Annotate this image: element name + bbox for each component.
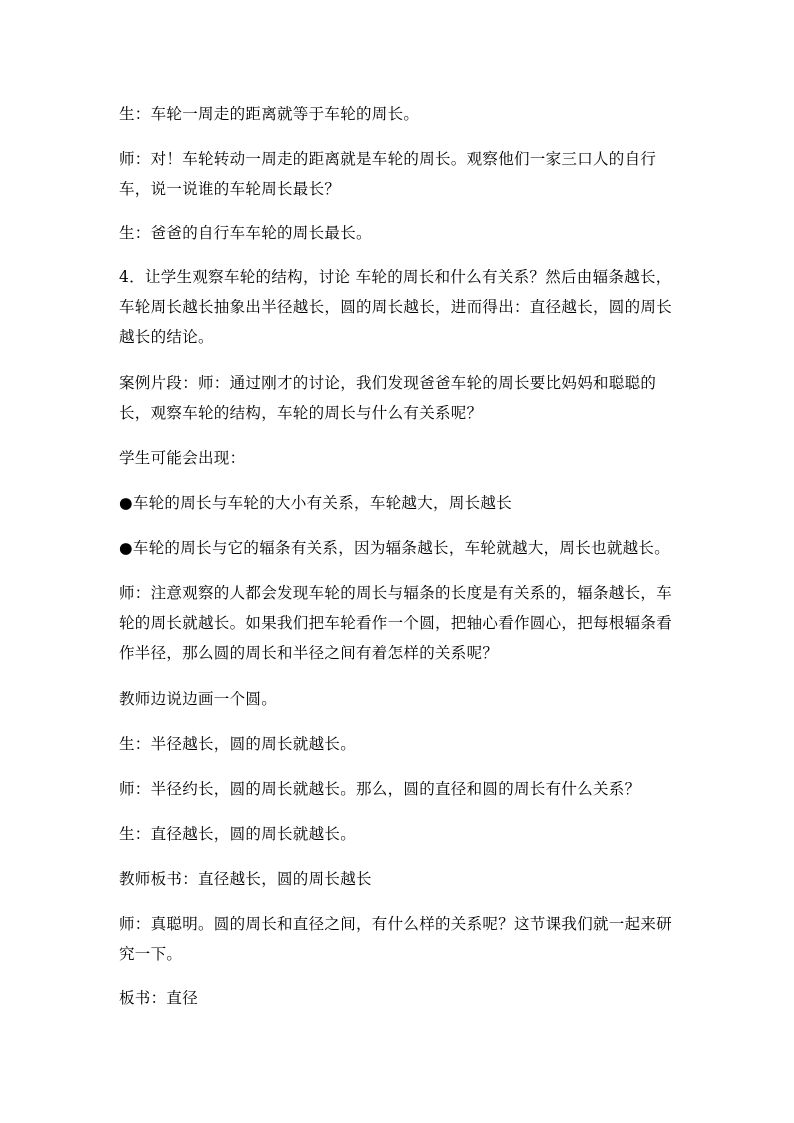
paragraph-6: 学生可能会出现：	[119, 449, 246, 467]
paragraph-1: 生：车轮一周走的距离就等于车轮的周长。	[119, 105, 420, 123]
paragraph-2: 师：对！车轮转动一周走的距离就是车轮的周长。观察他们一家三口人的自行车，说一说谁的车轮周长最长？	[119, 150, 657, 198]
paragraph-3: 生：爸爸的自行车车轮的周长最长。	[119, 224, 372, 242]
paragraph-10: 师：半径约长，圆的周长就越长。那么，圆的直径和圆的周长有什么关系？	[119, 780, 641, 798]
paragraph-4: 4．让学生观察车轮的结构，讨论 车轮的周长和什么有关系？然后由辐条越长，车轮周长越长抽象出半径越长，圆的周长越长，进而得出：直径越长，圆的周长越长的结论。	[119, 268, 673, 346]
paragraph-14: 板书：直径	[119, 989, 199, 1007]
paragraph-13: 师：真聪明。圆的周长和直径之间，有什么样的关系呢？这节课我们就一起来研究一下。	[119, 915, 673, 963]
bullet-item-2: ●车轮的周长与它的辐条有关系，因为辐条越长，车轮就越大，周长也就越长。	[119, 539, 671, 557]
bullet-item-1: ●车轮的周长与车轮的大小有关系，车轮越大，周长越长	[119, 494, 513, 512]
paragraph-9: 生：半径越长，圆的周长就越长。	[119, 735, 357, 753]
paragraph-7: 师：注意观察的人都会发现车轮的周长与辐条的长度是有关系的，辐条越长，车轮的周长就越长。如果我们把车轮看作一个圆，把轴心看作圆心，把每根辐条看作半径，那么圆的周长和半径之间有着怎样的关系呢？	[119, 584, 673, 662]
paragraph-5: 案例片段：师：通过刚才的讨论，我们发现爸爸车轮的周长要比妈妈和聪聪的长，观察车轮的结构，车轮的周长与什么有关系呢？	[119, 374, 657, 422]
paragraph-11: 生：直径越长，圆的周长就越长。	[119, 825, 357, 843]
paragraph-12: 教师板书：直径越长，圆的周长越长	[119, 870, 372, 888]
paragraph-8: 教师边说边画一个圆。	[119, 690, 278, 708]
